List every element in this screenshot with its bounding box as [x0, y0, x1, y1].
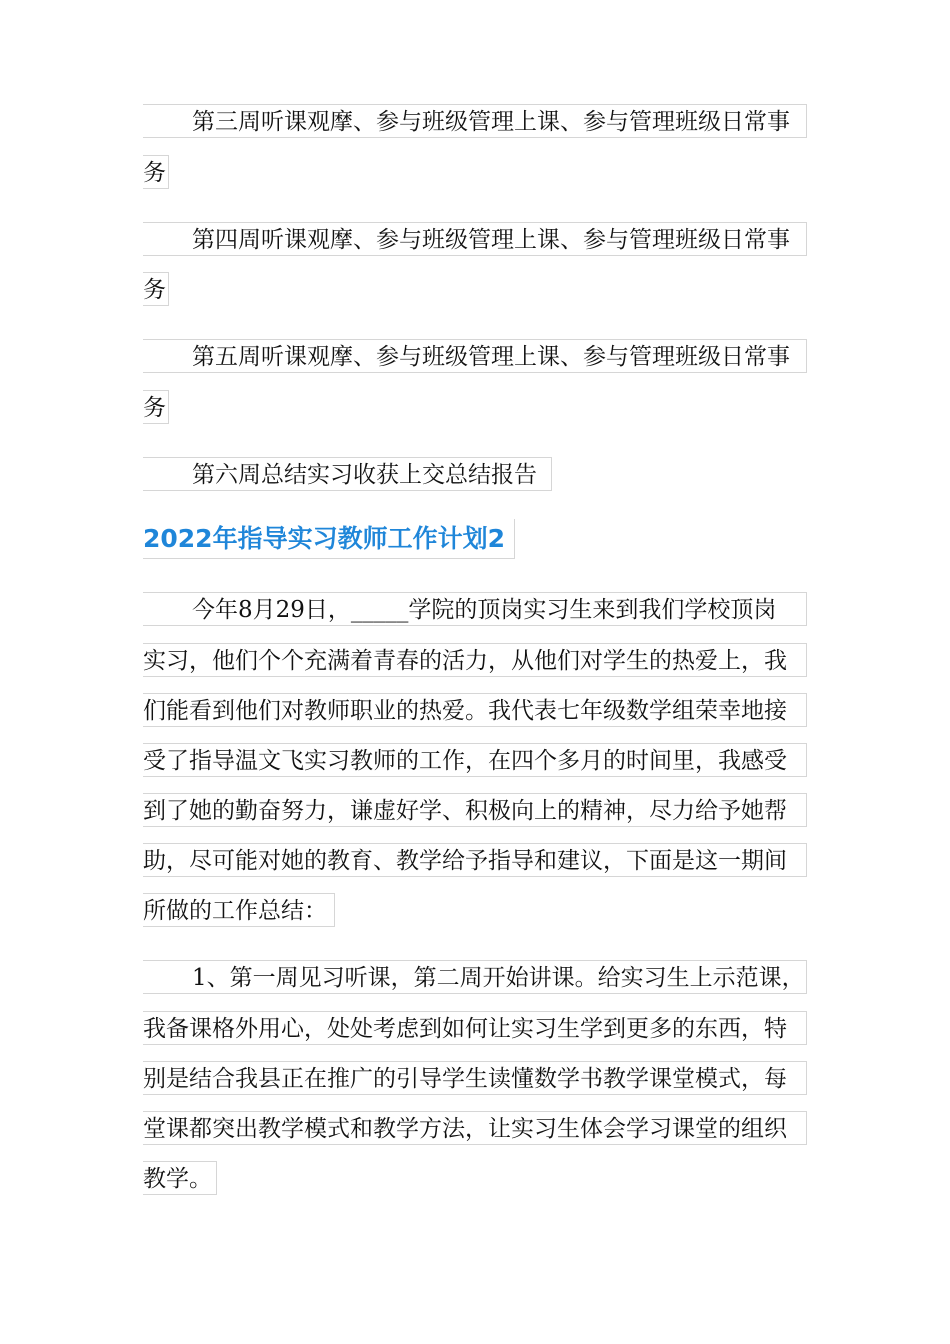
section-heading: 2022年指导实习教师工作计划2 — [143, 519, 515, 559]
week5-line1: 第五周听课观摩、参与班级管理上课、参与管理班级日常事 — [143, 339, 807, 373]
para1-line4: 受了指导温文飞实习教师的工作，在四个多月的时间里，我感受 — [143, 743, 807, 777]
para2-line5: 教学。 — [143, 1161, 217, 1195]
para1-line6: 助，尽可能对她的教育、教学给予指导和建议，下面是这一期间 — [143, 843, 807, 877]
week3-line1: 第三周听课观摩、参与班级管理上课、参与管理班级日常事 — [143, 104, 807, 138]
para1-line2: 实习，他们个个充满着青春的活力，从他们对学生的热爱上，我 — [143, 643, 807, 677]
week5-line2: 务 — [143, 390, 169, 424]
week4-line2: 务 — [143, 272, 169, 306]
para2-line2: 我备课格外用心，处处考虑到如何让实习生学到更多的东西，特 — [143, 1011, 807, 1045]
para1-line5: 到了她的勤奋努力，谦虚好学、积极向上的精神，尽力给予她帮 — [143, 793, 807, 827]
para1-line1: 今年8月29日，_____学院的顶岗实习生来到我们学校顶岗 — [143, 592, 807, 626]
para1-line7: 所做的工作总结： — [143, 893, 335, 927]
para1-line3: 们能看到他们对教师职业的热爱。我代表七年级数学组荣幸地接 — [143, 693, 807, 727]
week3-line2: 务 — [143, 155, 169, 189]
para2-line3: 别是结合我县正在推广的引导学生读懂数学书教学课堂模式，每 — [143, 1061, 807, 1095]
para2-line1: 1、第一周见习听课，第二周开始讲课。给实习生上示范课， — [143, 960, 807, 994]
week4-line1: 第四周听课观摩、参与班级管理上课、参与管理班级日常事 — [143, 222, 807, 256]
para2-line4: 堂课都突出教学模式和教学方法，让实习生体会学习课堂的组织 — [143, 1111, 807, 1145]
week6-line: 第六周总结实习收获上交总结报告 — [143, 457, 552, 491]
